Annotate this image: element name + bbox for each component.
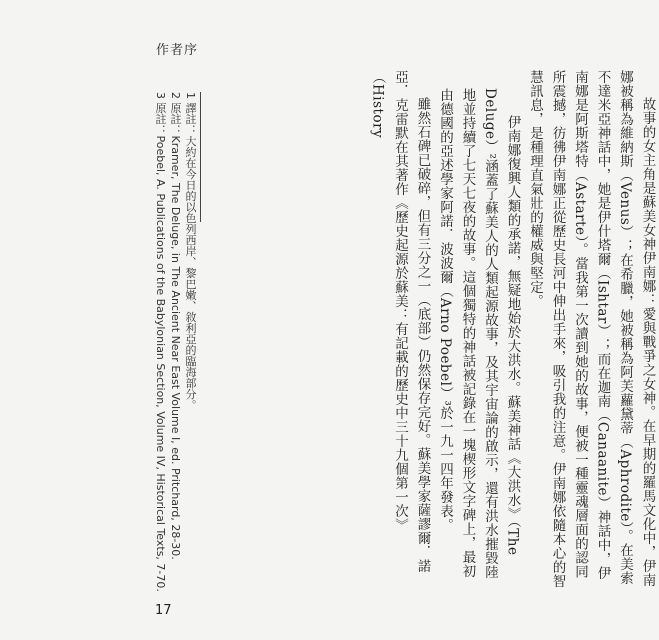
page-number: 17	[155, 603, 172, 618]
footnote-divider	[200, 92, 201, 222]
footnote-3: 3 原註：Poebel, A. Publications of the Babylonian Section, Volume IV, Historical Texts, 7-70.	[154, 92, 167, 592]
paragraph-1: 故事的女主角是蘇美女神伊南娜：愛與戰爭之女神。在早期的羅馬文化中，伊南娜被稱為維納斯（Venus）；在希臘，她被稱為阿芙蘿黛蒂（Aphrodite）。在美索不達米亞神話中，她是伊什塔爾（Ishtar）；而在迦南（Canaanite）神話中，伊南娜是阿斯塔特（Astarte）。當我第一次讀到她的故事，便被一種靈魂層面的認同所震撼，彷彿伊南娜正從歷史長河中伸出手來，吸引我的注意。伊南娜依隨本心的智慧訊息，是種理直氣壯的權威與堅定。	[527, 70, 656, 588]
footnote-2: 2 原註：Kramer, The Deluge, in The Ancient Near East Volume I, ed. Pritchard, 28-30.	[169, 92, 182, 560]
body-text	[366, 70, 659, 590]
chapter-title: 作者序	[156, 43, 199, 58]
footnotes	[138, 92, 198, 612]
footnote-1: 1 譯註：大約在今日的以色列西岸、黎巴嫩、敘利亞的臨海部分。	[184, 92, 197, 411]
paragraph-3: 雖然石碑已破碎，但有三分之一（底部）仍然保存完好。蘇美學家薩謬爾．諾亞．克雷默在其著作《歷史起源於蘇美：有記載的歷史中三十九個第一次》（History	[369, 70, 431, 573]
paragraph-2: 伊南娜復興人類的承諾，無疑地始於大洪水。蘇美神話《大洪水》（The Deluge）²涵蓋了蘇美人的人類起源故事，及其宇宙論的啟示，還有洪水摧毀陸地並持續了七天七夜的故事。這個獨特的神話被記錄在一塊楔形文字碑上，最初由德國的亞述學家阿諾．波波爾（Arno Poebel）³於一九一四年發表。	[437, 88, 521, 580]
